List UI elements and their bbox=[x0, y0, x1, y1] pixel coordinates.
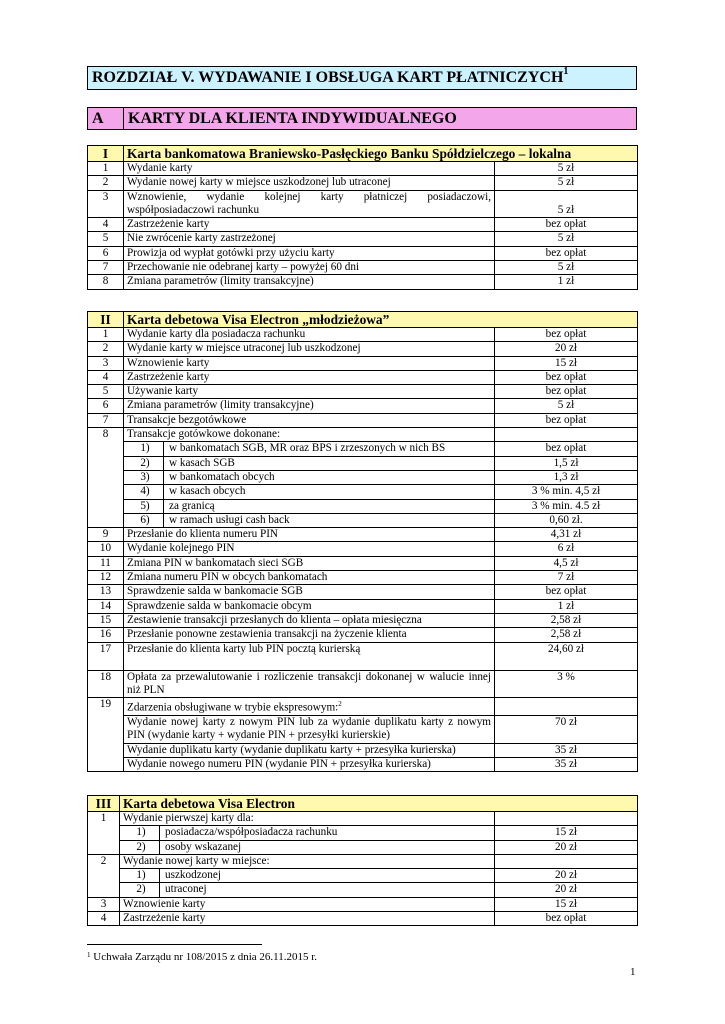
subrow-text: w kasach obcych bbox=[169, 485, 246, 498]
row-number: 13 bbox=[88, 585, 124, 599]
row-description: Przesłanie do klienta karty lub PIN pocztą kurierską bbox=[124, 642, 495, 670]
subrow-number: 2) bbox=[123, 841, 160, 854]
row-number-empty bbox=[88, 499, 124, 513]
row-number: 9 bbox=[88, 528, 124, 542]
row-fee: 5 zł bbox=[495, 190, 638, 218]
table-row bbox=[88, 328, 638, 342]
chapter-footnote-ref: 1 bbox=[563, 66, 569, 77]
section-title: KARTY DLA KLIENTA INDYWIDUALNEGO bbox=[128, 110, 457, 127]
subrow-number: 1) bbox=[127, 442, 164, 455]
row-description: Opłata za przewalutowanie i rozliczenie transakcji dokonanej w walucie innej niż PLN bbox=[124, 670, 495, 698]
table-header bbox=[88, 146, 638, 162]
subrow-text: posiadacza/współposiadacza rachunku bbox=[165, 826, 338, 839]
subrow-description bbox=[124, 485, 495, 499]
row-number-empty bbox=[88, 826, 120, 840]
subrow-text: w bankomatach SGB, MR oraz BPS i zrzeszonych w nich BS bbox=[169, 442, 446, 455]
table-subrow bbox=[88, 869, 638, 883]
table-row bbox=[88, 275, 638, 289]
row-description: Zmiana numeru PIN w obcych bankomatach bbox=[124, 571, 495, 585]
subrow-content bbox=[127, 442, 491, 455]
row-fee: 5 zł bbox=[495, 261, 638, 275]
row-number: 4 bbox=[88, 370, 124, 384]
row-fee: 1,5 zł bbox=[495, 456, 638, 470]
row-fee: 5 zł bbox=[495, 176, 638, 190]
row-description: Wydanie karty w miejsce utraconej lub uszkodzonej bbox=[124, 342, 495, 356]
table-title: Karta debetowa Visa Electron bbox=[120, 796, 638, 812]
table-code: I bbox=[88, 146, 124, 162]
row-description: Zmiana PIN w bankomatach sieci SGB bbox=[124, 556, 495, 570]
fee-table-visa-electron bbox=[87, 795, 638, 926]
row-fee: 0,60 zł. bbox=[495, 513, 638, 527]
row-fee: 2,58 zł bbox=[495, 613, 638, 627]
subrow-description: Wydanie nowego numeru PIN (wydanie PIN + przesyłka kurierska) bbox=[124, 758, 495, 772]
section-code: A bbox=[88, 108, 124, 129]
table-subrow bbox=[88, 840, 638, 854]
fee-table-local-card bbox=[87, 145, 638, 290]
row-fee: 20 zł bbox=[495, 869, 638, 883]
table-subrow bbox=[88, 513, 638, 527]
row-description-text: Wydanie nowej karty w miejsce: bbox=[123, 854, 270, 867]
row-fee: 20 zł bbox=[495, 342, 638, 356]
row-number: 16 bbox=[88, 628, 124, 642]
table-row bbox=[88, 556, 638, 570]
row-fee: 24,60 zł bbox=[495, 642, 638, 670]
subrow-text: w bankomatach obcych bbox=[169, 470, 275, 483]
row-fee: bez opłat bbox=[495, 370, 638, 384]
row-number-empty bbox=[88, 758, 124, 772]
table-subrow bbox=[88, 456, 638, 470]
table-header bbox=[88, 312, 638, 328]
subrow-content bbox=[127, 457, 491, 470]
row-fee: 4,5 zł bbox=[495, 556, 638, 570]
subrow-description bbox=[124, 513, 495, 527]
row-number-empty bbox=[88, 456, 124, 470]
subrow-text: w ramach usługi cash back bbox=[169, 513, 290, 526]
row-number-empty bbox=[88, 470, 124, 484]
row-number: 10 bbox=[88, 542, 124, 556]
section-heading bbox=[87, 107, 637, 130]
table-subrow bbox=[88, 485, 638, 499]
row-description: Wznowienie karty bbox=[124, 356, 495, 370]
row-fee: 15 zł bbox=[495, 897, 638, 911]
table-row bbox=[88, 528, 638, 542]
subrow-number: 6) bbox=[127, 514, 164, 527]
row-number: 3 bbox=[88, 356, 124, 370]
row-description bbox=[120, 854, 495, 868]
row-number: 8 bbox=[88, 428, 124, 442]
subrow-description bbox=[120, 869, 495, 883]
row-number: 7 bbox=[88, 261, 124, 275]
row-fee: bez opłat bbox=[495, 385, 638, 399]
table-row bbox=[88, 232, 638, 246]
row-number-empty bbox=[88, 869, 120, 883]
row-number: 3 bbox=[88, 897, 120, 911]
table-row bbox=[88, 585, 638, 599]
table-row bbox=[88, 812, 638, 826]
row-number: 1 bbox=[88, 328, 124, 342]
table-row bbox=[88, 218, 638, 232]
row-description: Przesłanie ponowne zestawienia transakcji na życzenie klienta bbox=[124, 628, 495, 642]
subrow-number: 1) bbox=[123, 869, 160, 882]
table-row bbox=[88, 385, 638, 399]
subrow-number: 5) bbox=[127, 500, 164, 513]
row-number: 7 bbox=[88, 413, 124, 427]
row-description: Zmiana parametrów (limity transakcyjne) bbox=[124, 399, 495, 413]
row-number: 6 bbox=[88, 246, 124, 260]
chapter-heading bbox=[87, 66, 637, 90]
subrow-description bbox=[124, 470, 495, 484]
row-number: 2 bbox=[88, 854, 120, 868]
row-fee: 5 zł bbox=[495, 232, 638, 246]
row-number: 1 bbox=[88, 812, 120, 826]
subrow-content bbox=[127, 514, 491, 527]
table-row bbox=[88, 246, 638, 260]
subrow-content bbox=[123, 869, 491, 882]
row-number: 15 bbox=[88, 613, 124, 627]
table-row bbox=[88, 356, 638, 370]
fee-table-youth-visa-electron bbox=[87, 311, 638, 772]
table-row bbox=[88, 912, 638, 926]
subrow-content bbox=[127, 500, 491, 513]
row-fee: 15 zł bbox=[495, 356, 638, 370]
row-number: 5 bbox=[88, 232, 124, 246]
row-description: Zastrzeżenie karty bbox=[124, 370, 495, 384]
table-row bbox=[88, 599, 638, 613]
row-number: 2 bbox=[88, 176, 124, 190]
row-description: Przesłanie do klienta numeru PIN bbox=[124, 528, 495, 542]
row-description: Wydanie kolejnego PIN bbox=[124, 542, 495, 556]
row-description: Wydanie karty bbox=[124, 162, 495, 176]
table-row bbox=[88, 176, 638, 190]
row-fee: 1,3 zł bbox=[495, 470, 638, 484]
subrow-content bbox=[127, 471, 491, 484]
subrow-content bbox=[127, 485, 491, 498]
table-row bbox=[88, 261, 638, 275]
row-description-text: Wydanie pierwszej karty dla: bbox=[123, 812, 254, 824]
row-fee: bez opłat bbox=[495, 912, 638, 926]
row-fee: 1 zł bbox=[495, 275, 638, 289]
row-fee-empty bbox=[495, 854, 638, 868]
table-row bbox=[88, 399, 638, 413]
row-number-empty bbox=[88, 743, 124, 757]
row-number: 6 bbox=[88, 399, 124, 413]
row-number: 2 bbox=[88, 342, 124, 356]
row-number: 19 bbox=[88, 698, 124, 716]
row-fee: 6 zł bbox=[495, 542, 638, 556]
row-number: 3 bbox=[88, 190, 124, 218]
table-subrow bbox=[88, 470, 638, 484]
row-fee: bez opłat bbox=[495, 246, 638, 260]
row-number-empty bbox=[88, 513, 124, 527]
row-description: Zastrzeżenie karty bbox=[124, 218, 495, 232]
row-fee: 70 zł bbox=[495, 716, 638, 744]
row-number: 17 bbox=[88, 642, 124, 670]
row-description: Transakcje bezgotówkowe bbox=[124, 413, 495, 427]
row-fee: bez opłat bbox=[495, 413, 638, 427]
table-header bbox=[88, 796, 638, 812]
row-number-empty bbox=[88, 485, 124, 499]
table-code: III bbox=[88, 796, 120, 812]
row-number: 14 bbox=[88, 599, 124, 613]
subrow-text: uszkodzonej bbox=[165, 869, 221, 882]
table-title: Karta debetowa Visa Electron „młodzieżowa” bbox=[124, 312, 638, 328]
row-fee: 7 zł bbox=[495, 571, 638, 585]
row-number-empty bbox=[88, 716, 124, 744]
row-fee: 3 % min. 4.5 zł bbox=[495, 499, 638, 513]
row-description bbox=[124, 428, 495, 442]
row-description: Wznowienie, wydanie kolejnej karty płatniczej posiadaczowi, współposiadaczowi rachunku bbox=[124, 190, 495, 218]
row-description: Zestawienie transakcji przesłanych do klienta – opłata miesięczna bbox=[124, 613, 495, 627]
footnote bbox=[87, 951, 317, 963]
row-description: Sprawdzenie salda w bankomacie obcym bbox=[124, 599, 495, 613]
row-description: Wznowienie karty bbox=[120, 897, 495, 911]
row-fee: 3 % bbox=[495, 670, 638, 698]
table-row bbox=[88, 162, 638, 176]
row-fee: 15 zł bbox=[495, 826, 638, 840]
row-description: Zmiana parametrów (limity transakcyjne) bbox=[124, 275, 495, 289]
table-row bbox=[88, 698, 638, 716]
footnote-divider bbox=[87, 944, 262, 945]
row-description bbox=[120, 812, 495, 826]
row-fee: 35 zł bbox=[495, 743, 638, 757]
table-row bbox=[88, 542, 638, 556]
table-subrow bbox=[88, 442, 638, 456]
table-row bbox=[88, 854, 638, 868]
footnote-ref: 1 bbox=[87, 951, 91, 959]
row-fee: 1 zł bbox=[495, 599, 638, 613]
table-row bbox=[88, 897, 638, 911]
subrow-number: 1) bbox=[123, 826, 160, 839]
subrow-text: utraconej bbox=[165, 883, 207, 896]
row-fee: 20 zł bbox=[495, 883, 638, 897]
subrow-description bbox=[120, 840, 495, 854]
table-row bbox=[88, 642, 638, 670]
row-fee: bez opłat bbox=[495, 442, 638, 456]
subrow-number: 2) bbox=[127, 457, 164, 470]
table-row bbox=[88, 413, 638, 427]
table-row bbox=[88, 571, 638, 585]
subrow-description bbox=[124, 456, 495, 470]
row-fee: bez opłat bbox=[495, 328, 638, 342]
table-subrow bbox=[88, 743, 638, 757]
row-description: Zastrzeżenie karty bbox=[120, 912, 495, 926]
table-subrow bbox=[88, 883, 638, 897]
subrow-number: 3) bbox=[127, 471, 164, 484]
chapter-title: ROZDZIAŁ V. WYDAWANIE I OBSŁUGA KART PŁATNICZYCH bbox=[92, 69, 564, 86]
row-description: Wydanie nowej karty w miejsce uszkodzonej lub utraconej bbox=[124, 176, 495, 190]
row-number: 4 bbox=[88, 912, 120, 926]
page-number: 1 bbox=[630, 966, 636, 978]
row-number: 11 bbox=[88, 556, 124, 570]
table-row bbox=[88, 342, 638, 356]
row-description: Używanie karty bbox=[124, 385, 495, 399]
table-subrow bbox=[88, 716, 638, 744]
table-title: Karta bankomatowa Braniewsko-Pasłęckiego Banku Spółdzielczego – lokalna bbox=[124, 146, 638, 162]
row-fee: 4,31 zł bbox=[495, 528, 638, 542]
row-number: 8 bbox=[88, 275, 124, 289]
subrow-description bbox=[120, 883, 495, 897]
subrow-text: za granicą bbox=[169, 499, 215, 512]
row-fee-empty bbox=[495, 428, 638, 442]
table-subrow bbox=[88, 499, 638, 513]
subrow-number: 4) bbox=[127, 485, 164, 498]
row-fee: 3 % min. 4,5 zł bbox=[495, 485, 638, 499]
table-row bbox=[88, 628, 638, 642]
table-code: II bbox=[88, 312, 124, 328]
footnote-text: Uchwała Zarządu nr 108/2015 z dnia 26.11.2015 r. bbox=[90, 951, 318, 963]
row-fee: 5 zł bbox=[495, 399, 638, 413]
subrow-content bbox=[123, 841, 491, 854]
row-number: 4 bbox=[88, 218, 124, 232]
footnote-ref: 2 bbox=[338, 700, 342, 709]
subrow-description: Wydanie nowej karty z nowym PIN lub za wydanie duplikatu karty z nowym PIN (wydanie karty + wydanie PIN + przesyłki kurierskie) bbox=[124, 716, 495, 744]
row-fee: 5 zł bbox=[495, 162, 638, 176]
subrow-content bbox=[123, 826, 491, 839]
table-row bbox=[88, 613, 638, 627]
subrow-description bbox=[124, 499, 495, 513]
row-fee: 2,58 zł bbox=[495, 628, 638, 642]
row-fee: 35 zł bbox=[495, 758, 638, 772]
table-subrow bbox=[88, 826, 638, 840]
row-description: Sprawdzenie salda w bankomacie SGB bbox=[124, 585, 495, 599]
row-fee: 20 zł bbox=[495, 840, 638, 854]
row-number: 1 bbox=[88, 162, 124, 176]
table-row bbox=[88, 370, 638, 384]
row-fee: bez opłat bbox=[495, 585, 638, 599]
row-number: 5 bbox=[88, 385, 124, 399]
table-subrow bbox=[88, 758, 638, 772]
row-description bbox=[124, 698, 495, 716]
row-number-empty bbox=[88, 442, 124, 456]
row-description-text: Transakcje gotówkowe dokonane: bbox=[127, 428, 281, 441]
row-fee: bez opłat bbox=[495, 218, 638, 232]
row-description: Wydanie karty dla posiadacza rachunku bbox=[124, 328, 495, 342]
row-fee-empty bbox=[495, 812, 638, 826]
subrow-description: Wydanie duplikatu karty (wydanie duplikatu karty + przesyłka kurierska) bbox=[124, 743, 495, 757]
subrow-content bbox=[123, 883, 491, 896]
table-row bbox=[88, 428, 638, 442]
subrow-description bbox=[124, 442, 495, 456]
table-row bbox=[88, 190, 638, 218]
row-number: 12 bbox=[88, 571, 124, 585]
row-number-empty bbox=[88, 883, 120, 897]
row-number-empty bbox=[88, 840, 120, 854]
row-description: Przechowanie nie odebranej karty – powyżej 60 dni bbox=[124, 261, 495, 275]
row-description-text: Zdarzenia obsługiwane w trybie ekspresowym: bbox=[127, 701, 339, 714]
row-fee-empty bbox=[495, 698, 638, 716]
row-description: Nie zwrócenie karty zastrzeżonej bbox=[124, 232, 495, 246]
row-description: Prowizja od wypłat gotówki przy użyciu karty bbox=[124, 246, 495, 260]
subrow-text: w kasach SGB bbox=[169, 456, 235, 469]
subrow-text: osoby wskazanej bbox=[165, 840, 242, 853]
subrow-description bbox=[120, 826, 495, 840]
row-number: 18 bbox=[88, 670, 124, 698]
subrow-number: 2) bbox=[123, 883, 160, 896]
table-row bbox=[88, 670, 638, 698]
